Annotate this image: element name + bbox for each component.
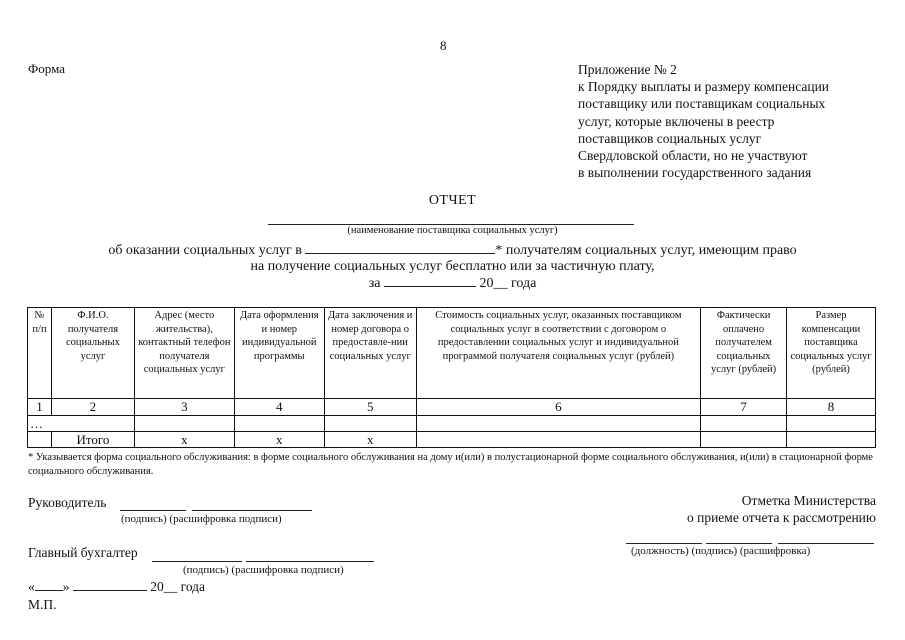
table-cell [787,432,876,448]
ellipsis-cell: … [28,416,135,432]
stamp-place: М.П. [28,597,57,612]
table-cell [416,416,700,432]
accountant-captions: (подпись) (расшифровка подписи) [183,564,344,576]
column-number: 6 [416,399,700,416]
table-cell [324,416,416,432]
intro-line-2: на получение социальных услуг бесплатно или за частичную плату, [250,259,655,274]
accountant-label: Главный бухгалтер [28,545,138,560]
annex-block [578,61,898,181]
ministry-position-line [626,543,702,544]
header-cell: Стоимость социальных услуг, оказанных поставщиком социальных услуг в соответствии с договором о предоставлении социальных услуг и индивидуальной программой получателя социальных услуг (рублей) [416,308,700,399]
report-table [27,307,876,448]
total-label: Итого [51,432,134,448]
x-mark: x [134,432,234,448]
header-cell: Ф.И.О. получателя социальных услуг [51,308,134,399]
table-row [28,416,876,432]
annex-line: поставщику или поставщикам социальных [578,96,826,112]
intro-suffix: * получателям социальных услуг, имеющим право [495,243,797,258]
period-suffix: 20__ года [479,276,537,291]
header-cell: Дата оформления и номер индивидуальной программы [234,308,324,399]
annex-line: Приложение № 2 [578,62,677,77]
table-cell [234,416,324,432]
form-label: Форма [28,61,65,76]
period-prefix: за [368,276,381,291]
head-name-line [192,510,312,511]
footnote: * Указывается форма социального обслуживания: в форме социального обслуживания на дому и(или) в полустационарной форме социального обслуживания, и(или) в стационарной форме социального обслуживания. [28,452,873,477]
header-cell: № п/п [28,308,52,399]
page-number: 8 [440,38,447,53]
head-label: Руководитель [28,495,107,510]
table-cell [701,432,787,448]
date-open-quote: « [28,579,35,594]
intro-line [0,242,905,259]
head-captions: (подпись) (расшифровка подписи) [121,513,282,525]
annex-line: услуг, которые включены в реестр [578,113,775,129]
period-blank [384,275,476,287]
header-cell: Дата заключения и номер договора о предоставле-нии социальных услуг [324,308,416,399]
ministry-mark-subtitle: о приеме отчета к рассмотрению [686,510,876,525]
ministry-name-line [778,543,874,544]
ministry-mark-title: Отметка Министерства [741,493,876,508]
table-header-row [28,308,876,399]
table-number-row [28,399,876,416]
column-number: 3 [134,399,234,416]
header-cell: Размер компенсации поставщика социальных услуг (рублей) [787,308,876,399]
provider-caption: (наименование поставщика социальных услуг) [347,225,558,236]
header-cell: Фактически оплачено получателем социальных услуг (рублей) [701,308,787,399]
report-title: ОТЧЕТ [428,193,477,208]
annex-line: к Порядку выплаты и размеру компенсации [578,79,830,95]
column-number: 1 [28,399,52,416]
ministry-captions: (должность) (подпись) (расшифровка) [631,545,811,557]
accountant-signature-line [152,561,242,562]
table-cell [787,416,876,432]
month-blank [73,579,147,591]
period-line [0,275,905,292]
annex-line: в выполнении государственного задания [578,165,812,181]
annex-line: поставщиков социальных услуг [578,130,762,146]
column-number: 8 [787,399,876,416]
head-signature-line [120,510,186,511]
date-year: 20__ года [150,579,206,594]
date-close-quote: » [62,579,70,594]
table-cell [28,432,52,448]
table-cell [701,416,787,432]
x-mark: x [234,432,324,448]
column-number: 2 [51,399,134,416]
x-mark: x [324,432,416,448]
day-blank [35,579,63,591]
table-cell [134,416,234,432]
header-cell: Адрес (место жительства), контактный телефон получателя социальных услуг [134,308,234,399]
date-line [28,579,205,595]
total-row [28,432,876,448]
annex-line: Свердловской области, но не участвуют [578,148,808,164]
table-cell [416,432,700,448]
ministry-signature-line [706,543,772,544]
intro-prefix: об оказании социальных услуг в [108,243,302,258]
column-number: 7 [701,399,787,416]
column-number: 4 [234,399,324,416]
column-number: 5 [324,399,416,416]
accountant-name-line [246,561,374,562]
region-blank [305,242,495,254]
